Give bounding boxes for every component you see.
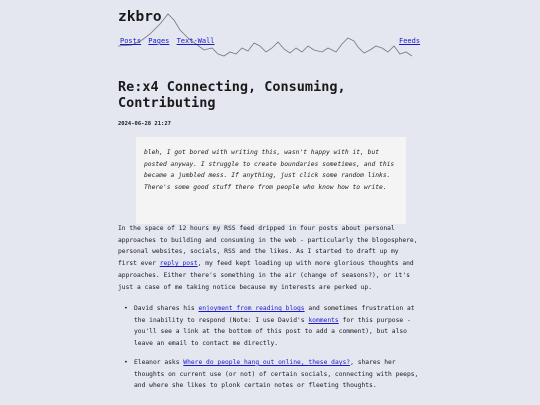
item-text: and sometimes frustration at the inability to respond (Note: I use David's: [134, 305, 415, 324]
nav-pages[interactable]: Pages: [148, 37, 170, 45]
nav-textwall[interactable]: Text-Wall: [176, 37, 215, 45]
hangout-link[interactable]: Where do people hang out online, these days?: [183, 358, 351, 366]
item-text: David shares his: [134, 305, 199, 312]
list-item: [118, 303, 428, 350]
mountain-graphic: [118, 8, 421, 58]
intro-paragraph: [118, 223, 418, 293]
intro-text-after: , my feed kept loading up with more glorious thoughts and approaches. Either there's something in the air (change of seasons?), or it's just a case of me taking notice because my interests are perked up.: [118, 260, 414, 291]
item-text: , shares her thoughts on current use (or not) of certain socials, connecting with peeps, and where she likes to plonk certain notes or fleeting thoughts.: [134, 358, 419, 390]
intro-text-before: In the space of 12 hours my RSS feed dripped in four posts about personal approaches to building and consuming in the web - particularly the blogosphere, personal websites, socials, RSS and the likes. As I started to draft up my first ever: [118, 225, 418, 268]
main-nav: [120, 37, 218, 45]
bullet-icon: •: [124, 358, 128, 366]
list-item: [118, 357, 428, 392]
bullet-icon: •: [124, 305, 128, 312]
nav-posts[interactable]: Posts: [120, 37, 142, 45]
komments-link[interactable]: komments: [308, 316, 339, 324]
enjoyment-link[interactable]: enjoyment from reading blogs: [198, 305, 305, 312]
post-title: Re:x4 Connecting, Consuming, Contributing: [118, 79, 346, 111]
reference-list: [118, 303, 428, 392]
site-title[interactable]: zkbro: [118, 9, 162, 25]
author-note: bleh, I got bored with writing this, wasn't happy with it, but posted anyway. I struggle to create boundaries sometimes, and this became a jumbled mess. If anything, just click some random links. There's some good stuff there from people who know how to write.: [136, 137, 406, 224]
post-date: 2024-06-28 21:27: [118, 121, 171, 127]
item-text: for this purpose - you'll see a link at the bottom of this post to add a comment), but also leave an email to contact me directly.: [134, 316, 411, 348]
item-text: Eleanor asks: [134, 358, 184, 366]
nav-feeds[interactable]: Feeds: [399, 37, 421, 45]
reply-post-link[interactable]: reply post: [159, 260, 198, 268]
